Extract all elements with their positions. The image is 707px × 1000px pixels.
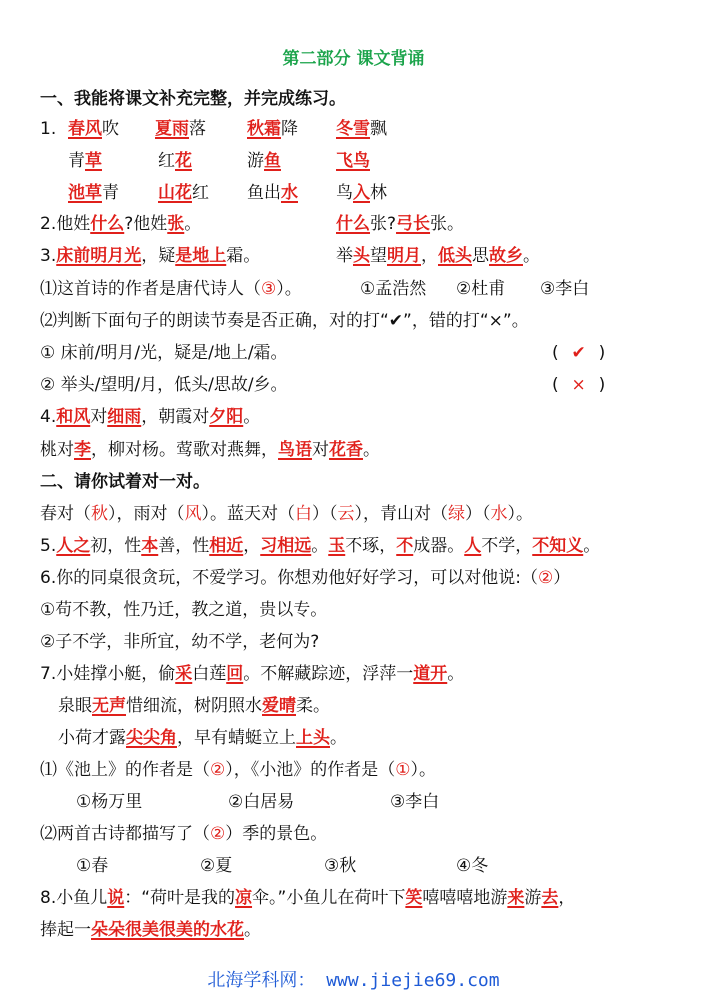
answer: 回 bbox=[226, 664, 244, 684]
text-segment: 青 bbox=[68, 151, 85, 171]
answer: 冬雪 bbox=[336, 119, 370, 139]
text-segment: 游 bbox=[524, 888, 542, 908]
answer: 笑 bbox=[405, 888, 423, 908]
text-segment: 。 bbox=[363, 440, 380, 460]
text-segment: ，朝霞对 bbox=[141, 407, 210, 427]
answer: 尖尖角 bbox=[126, 728, 177, 748]
text-segment: 柔。 bbox=[296, 696, 330, 716]
answer: 绿 bbox=[448, 504, 465, 524]
answer: 李 bbox=[74, 440, 91, 460]
text-segment: 8.小鱼儿 bbox=[40, 888, 108, 908]
answer: 花香 bbox=[329, 440, 363, 460]
q6-option-1: ①苟不教，性乃迁，教之道，贵以专。 bbox=[40, 600, 328, 620]
answer: ② bbox=[210, 760, 226, 780]
q3-judge-2-answer bbox=[552, 374, 605, 396]
text-segment: ）季的景色。 bbox=[225, 824, 328, 844]
answer: 张 bbox=[167, 214, 185, 234]
text-segment: 。 bbox=[523, 246, 540, 266]
text-segment: ) bbox=[598, 343, 606, 363]
answer: 朵朵很美很美的水花 bbox=[91, 920, 244, 940]
answer: 无声 bbox=[92, 696, 126, 716]
text-segment: ，早有蜻蜓立上 bbox=[177, 728, 296, 748]
answer: 人之 bbox=[56, 536, 91, 556]
q8-line-1 bbox=[40, 887, 575, 909]
q7-line-3 bbox=[58, 727, 347, 749]
answer: 鱼 bbox=[264, 151, 281, 171]
text-segment: ( bbox=[552, 375, 559, 395]
answer: 白 bbox=[295, 504, 312, 524]
answer: 细雨 bbox=[107, 407, 142, 427]
answer: 去 bbox=[541, 888, 559, 908]
answer: 是地上 bbox=[175, 246, 227, 266]
text-segment: ⑵两首古诗都描写了（ bbox=[40, 824, 210, 844]
text-segment: ：“荷叶是我的 bbox=[124, 888, 236, 908]
text-segment: 对 bbox=[312, 440, 329, 460]
answer: ③ bbox=[261, 279, 277, 299]
q1-row2-item2 bbox=[158, 150, 192, 172]
answer: 玉 bbox=[328, 536, 346, 556]
answer: ② bbox=[537, 568, 554, 588]
text-segment: ）。蓝天对（ bbox=[201, 504, 295, 524]
answer: 水 bbox=[281, 183, 298, 203]
answer: 不知义 bbox=[532, 536, 584, 556]
q3-sub1-opt3: ③李白 bbox=[540, 279, 590, 299]
q3-judge-1-answer bbox=[552, 342, 605, 364]
text-segment: 。 bbox=[311, 536, 329, 556]
text-segment: 。不解藏踪迹，浮萍一 bbox=[243, 664, 414, 684]
text-segment: 4. bbox=[40, 407, 57, 427]
text-segment: ，柳对杨。莺歌对燕舞， bbox=[91, 440, 278, 460]
text-segment: 春对（ bbox=[40, 504, 91, 524]
q5-line bbox=[40, 535, 600, 557]
answer: 明月 bbox=[387, 246, 421, 266]
q1-row2-item3 bbox=[247, 150, 281, 172]
answer: 风 bbox=[184, 504, 202, 524]
text-segment: 6.你的同桌很贪玩，不爱学习。你想劝他好好学习，可以对他说:（ bbox=[40, 568, 538, 588]
q1-row1-item4 bbox=[336, 118, 387, 140]
q8-line-2 bbox=[40, 919, 261, 941]
q4-line-2 bbox=[40, 439, 380, 461]
answer: 什么 bbox=[336, 214, 370, 234]
text-segment: ），青山对（ bbox=[354, 504, 448, 524]
text-segment: ） bbox=[553, 568, 571, 588]
text-segment: ），《小池》的作者是（ bbox=[225, 760, 396, 780]
answer: 头 bbox=[353, 246, 370, 266]
text-segment: 飘 bbox=[370, 119, 387, 139]
pair-line bbox=[40, 503, 533, 525]
cross-icon: × bbox=[571, 375, 586, 395]
answer: 夕阳 bbox=[209, 407, 244, 427]
q3-sub2: ⑵判断下面句子的朗读节奏是否正确，对的打“✔”，错的打“×”。 bbox=[40, 311, 529, 331]
text-segment: 泉眼 bbox=[58, 696, 92, 716]
q7-sub1-opt2: ②白居易 bbox=[228, 792, 295, 812]
text-segment: 青 bbox=[102, 183, 119, 203]
section-1-heading: 一、我能将课文补充完整，并完成练习。 bbox=[40, 89, 346, 109]
text-segment: 2.他姓 bbox=[40, 214, 91, 234]
text-segment: ⑴这首诗的作者是唐代诗人（ bbox=[40, 279, 261, 299]
q7-sub1-opt3: ③李白 bbox=[390, 792, 440, 812]
answer: 来 bbox=[507, 888, 525, 908]
q7-sub1 bbox=[40, 759, 436, 781]
text-segment: 降 bbox=[281, 119, 298, 139]
text-segment: 霜。 bbox=[226, 246, 261, 266]
answer: 鸟语 bbox=[278, 440, 312, 460]
page-title: 第二部分 课文背诵 bbox=[282, 49, 425, 69]
text-segment: 望 bbox=[370, 246, 387, 266]
footer-watermark: 北海学科网： www.jiejie69.com bbox=[207, 970, 500, 991]
text-segment: 。 bbox=[330, 728, 347, 748]
text-segment: 不琢， bbox=[345, 536, 397, 556]
text-segment: 举 bbox=[336, 246, 353, 266]
q7-sub2-opt3: ③秋 bbox=[324, 856, 357, 876]
text-segment: 吹 bbox=[102, 119, 119, 139]
q6-line bbox=[40, 567, 570, 589]
text-segment: ）。 bbox=[410, 760, 436, 780]
text-segment: 惜细流，树阴照水 bbox=[126, 696, 262, 716]
q7-line-1 bbox=[40, 663, 464, 685]
text-segment: 落 bbox=[189, 119, 206, 139]
q1-number: 1. bbox=[40, 119, 57, 139]
q1-row1-item2 bbox=[155, 118, 206, 140]
text-segment: 成器。 bbox=[413, 536, 465, 556]
answer: 和风 bbox=[56, 407, 91, 427]
text-segment: 林 bbox=[370, 183, 387, 203]
q1-row3-item3 bbox=[247, 182, 298, 204]
text-segment: 。 bbox=[583, 536, 601, 556]
answer: 什么 bbox=[90, 214, 125, 234]
q3-sub1-opt1: ①孟浩然 bbox=[360, 279, 427, 299]
answer: 故乡 bbox=[489, 246, 523, 266]
answer: 秋霜 bbox=[247, 119, 281, 139]
answer: ② bbox=[210, 824, 226, 844]
text-segment: 小荷才露 bbox=[58, 728, 126, 748]
text-segment: 。 bbox=[244, 920, 261, 940]
text-segment: 桃对 bbox=[40, 440, 74, 460]
answer: 相近 bbox=[209, 536, 244, 556]
answer: 床前明月光 bbox=[56, 246, 142, 266]
text-segment: ）（ bbox=[465, 504, 491, 524]
q7-sub1-opt1: ①杨万里 bbox=[76, 792, 143, 812]
q1-row3-item1 bbox=[68, 182, 119, 204]
q1-row2-item4 bbox=[336, 150, 370, 172]
answer: 本 bbox=[141, 536, 159, 556]
text-segment: 7.小娃撑小艇，偷 bbox=[40, 664, 176, 684]
q3-line-right bbox=[336, 245, 540, 267]
text-segment: 鸟 bbox=[336, 183, 353, 203]
q3-sub1-opt2: ②杜甫 bbox=[456, 279, 506, 299]
answer: 习相远 bbox=[260, 536, 312, 556]
q1-row-1 bbox=[40, 118, 56, 140]
q4-line-1 bbox=[40, 406, 260, 428]
text-segment: ， bbox=[558, 888, 576, 908]
text-segment: 善，性 bbox=[158, 536, 210, 556]
text-segment: 。 bbox=[184, 214, 202, 234]
q3-judge-2: ② 举头/望明/月，低头/思故/乡。 bbox=[40, 375, 288, 395]
q7-line-2 bbox=[58, 695, 330, 717]
section-2-heading: 二、请你试着对一对。 bbox=[40, 472, 210, 492]
text-segment: 红 bbox=[158, 151, 175, 171]
text-segment: ⑴《池上》的作者是（ bbox=[40, 760, 210, 780]
answer: 春风 bbox=[68, 119, 102, 139]
q7-sub2-opt4: ④冬 bbox=[456, 856, 489, 876]
answer: 上头 bbox=[296, 728, 330, 748]
text-segment: ?他姓 bbox=[124, 214, 168, 234]
text-segment: 对 bbox=[90, 407, 108, 427]
answer: 道开 bbox=[413, 664, 448, 684]
q7-sub2-opt2: ②夏 bbox=[200, 856, 233, 876]
text-segment: 游 bbox=[247, 151, 264, 171]
text-segment: 不学， bbox=[481, 536, 533, 556]
answer: 花 bbox=[175, 151, 192, 171]
text-segment: 捧起一 bbox=[40, 920, 91, 940]
answer: 秋 bbox=[91, 504, 108, 524]
text-segment: 张。 bbox=[430, 214, 465, 234]
text-segment: ）。 bbox=[276, 279, 302, 299]
text-segment: 3. bbox=[40, 246, 57, 266]
text-segment: ) bbox=[598, 375, 606, 395]
q3-line bbox=[40, 245, 260, 267]
text-segment: 白莲 bbox=[192, 664, 227, 684]
q1-row3-item4 bbox=[336, 182, 387, 204]
q1-row3-item2 bbox=[158, 182, 209, 204]
q1-row1-item3 bbox=[247, 118, 298, 140]
text-segment: 鱼出 bbox=[247, 183, 281, 203]
q6-option-2: ②子不学，非所宜，幼不学，老何为? bbox=[40, 632, 320, 652]
check-icon: ✔ bbox=[571, 343, 586, 363]
text-segment: ）（ bbox=[312, 504, 338, 524]
answer: 池草 bbox=[68, 183, 102, 203]
q7-sub2 bbox=[40, 823, 327, 845]
answer: 水 bbox=[490, 504, 508, 524]
answer: 山花 bbox=[158, 183, 192, 203]
answer: 入 bbox=[353, 183, 370, 203]
text-segment: 张? bbox=[370, 214, 397, 234]
text-segment: ），雨对（ bbox=[108, 504, 185, 524]
text-segment: ( bbox=[552, 343, 559, 363]
text-segment: 。 bbox=[447, 664, 465, 684]
answer: 不 bbox=[396, 536, 414, 556]
answer: 采 bbox=[175, 664, 193, 684]
answer: 弓长 bbox=[396, 214, 431, 234]
q1-row2-item1 bbox=[68, 150, 102, 172]
answer: 人 bbox=[464, 536, 482, 556]
text-segment: 初，性 bbox=[90, 536, 142, 556]
answer: 云 bbox=[337, 504, 355, 524]
answer: 夏雨 bbox=[155, 119, 189, 139]
answer: 草 bbox=[85, 151, 102, 171]
answer: ① bbox=[395, 760, 411, 780]
q2-line-right bbox=[336, 213, 464, 235]
q3-judge-1: ① 床前/明月/光，疑是/地上/霜。 bbox=[40, 343, 288, 363]
text-segment: ， bbox=[421, 246, 438, 266]
q3-sub1 bbox=[40, 278, 302, 300]
answer: 凉 bbox=[235, 888, 253, 908]
q2-line bbox=[40, 213, 201, 235]
text-segment: ， bbox=[243, 536, 261, 556]
answer: 说 bbox=[107, 888, 125, 908]
text-segment: 。 bbox=[243, 407, 261, 427]
text-segment: 红 bbox=[192, 183, 209, 203]
text-segment: 思 bbox=[472, 246, 489, 266]
answer: 爱晴 bbox=[262, 696, 296, 716]
q1-row1-item1 bbox=[68, 118, 119, 140]
answer: 低头 bbox=[438, 246, 472, 266]
text-segment: 5. bbox=[40, 536, 57, 556]
text-segment: ）。 bbox=[507, 504, 533, 524]
answer: 飞鸟 bbox=[336, 151, 370, 171]
q7-sub2-opt1: ①春 bbox=[76, 856, 109, 876]
text-segment: ，疑 bbox=[141, 246, 176, 266]
text-segment: 伞。”小鱼儿在荷叶下 bbox=[252, 888, 406, 908]
text-segment: 嘻嘻嘻地游 bbox=[422, 888, 508, 908]
